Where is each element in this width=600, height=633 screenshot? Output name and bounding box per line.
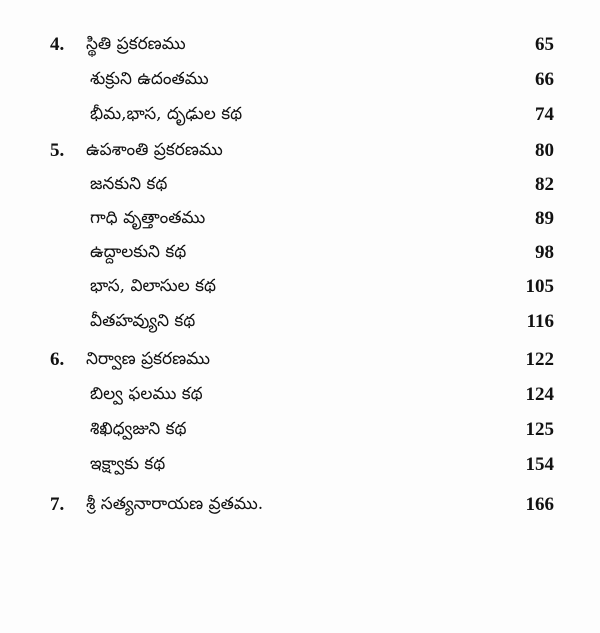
chapter-number: 4. [50, 34, 65, 55]
toc-entry [0, 454, 600, 484]
toc-entry [0, 276, 600, 306]
toc-entry [0, 208, 600, 238]
entry-title: భాస, విలాసుల కథ [90, 276, 216, 296]
chapter-number: 5. [50, 140, 65, 161]
entry-title: గాధి వృత్తాంతము [90, 208, 206, 228]
entry-title: వీతహవ్యుని కథ [90, 311, 196, 331]
page-number: 89 [535, 208, 554, 229]
entry-title: బిల్వ ఫలము కథ [90, 384, 203, 404]
entry-title: ఉద్దాలకుని కథ [90, 242, 187, 262]
entry-title: శ్రీ సత్యనారాయణ వ్రతము. [86, 494, 264, 514]
page-number: 80 [535, 140, 554, 161]
page-number: 82 [535, 174, 554, 195]
page-number: 65 [535, 34, 554, 55]
entry-title: శిఖిధ్వజుని కథ [90, 419, 187, 439]
toc-entry [0, 174, 600, 204]
chapter-number: 6. [50, 349, 65, 370]
entry-title: ఇక్ష్వాకు కథ [90, 454, 166, 474]
toc-entry [0, 69, 600, 99]
entry-title: శుక్రుని ఉదంతము [90, 69, 209, 89]
page-number: 116 [526, 311, 554, 332]
page-number: 124 [525, 384, 554, 405]
toc-entry [0, 34, 600, 64]
page-number: 122 [525, 349, 554, 370]
entry-title: నిర్వాణ ప్రకరణము [86, 349, 211, 369]
toc-entry [0, 104, 600, 134]
toc-entry [0, 494, 600, 524]
toc-entry [0, 419, 600, 449]
entry-title: జనకుని కథ [90, 174, 168, 194]
toc-entry [0, 349, 600, 379]
toc-entry [0, 140, 600, 170]
entry-title: స్థితి ప్రకరణము [86, 34, 186, 54]
page-number: 154 [525, 454, 554, 475]
toc-entry [0, 384, 600, 414]
entry-title: ఉపశాంతి ప్రకరణము [86, 140, 223, 160]
page-number: 125 [525, 419, 554, 440]
page-number: 105 [525, 276, 554, 297]
page-number: 166 [525, 494, 554, 515]
chapter-number: 7. [50, 494, 65, 515]
toc-entry [0, 242, 600, 272]
entry-title: భీమ,భాస, దృఢుల కథ [90, 104, 243, 124]
page-number: 66 [535, 69, 554, 90]
page-number: 74 [535, 104, 554, 125]
page-number: 98 [535, 242, 554, 263]
toc-entry [0, 311, 600, 341]
